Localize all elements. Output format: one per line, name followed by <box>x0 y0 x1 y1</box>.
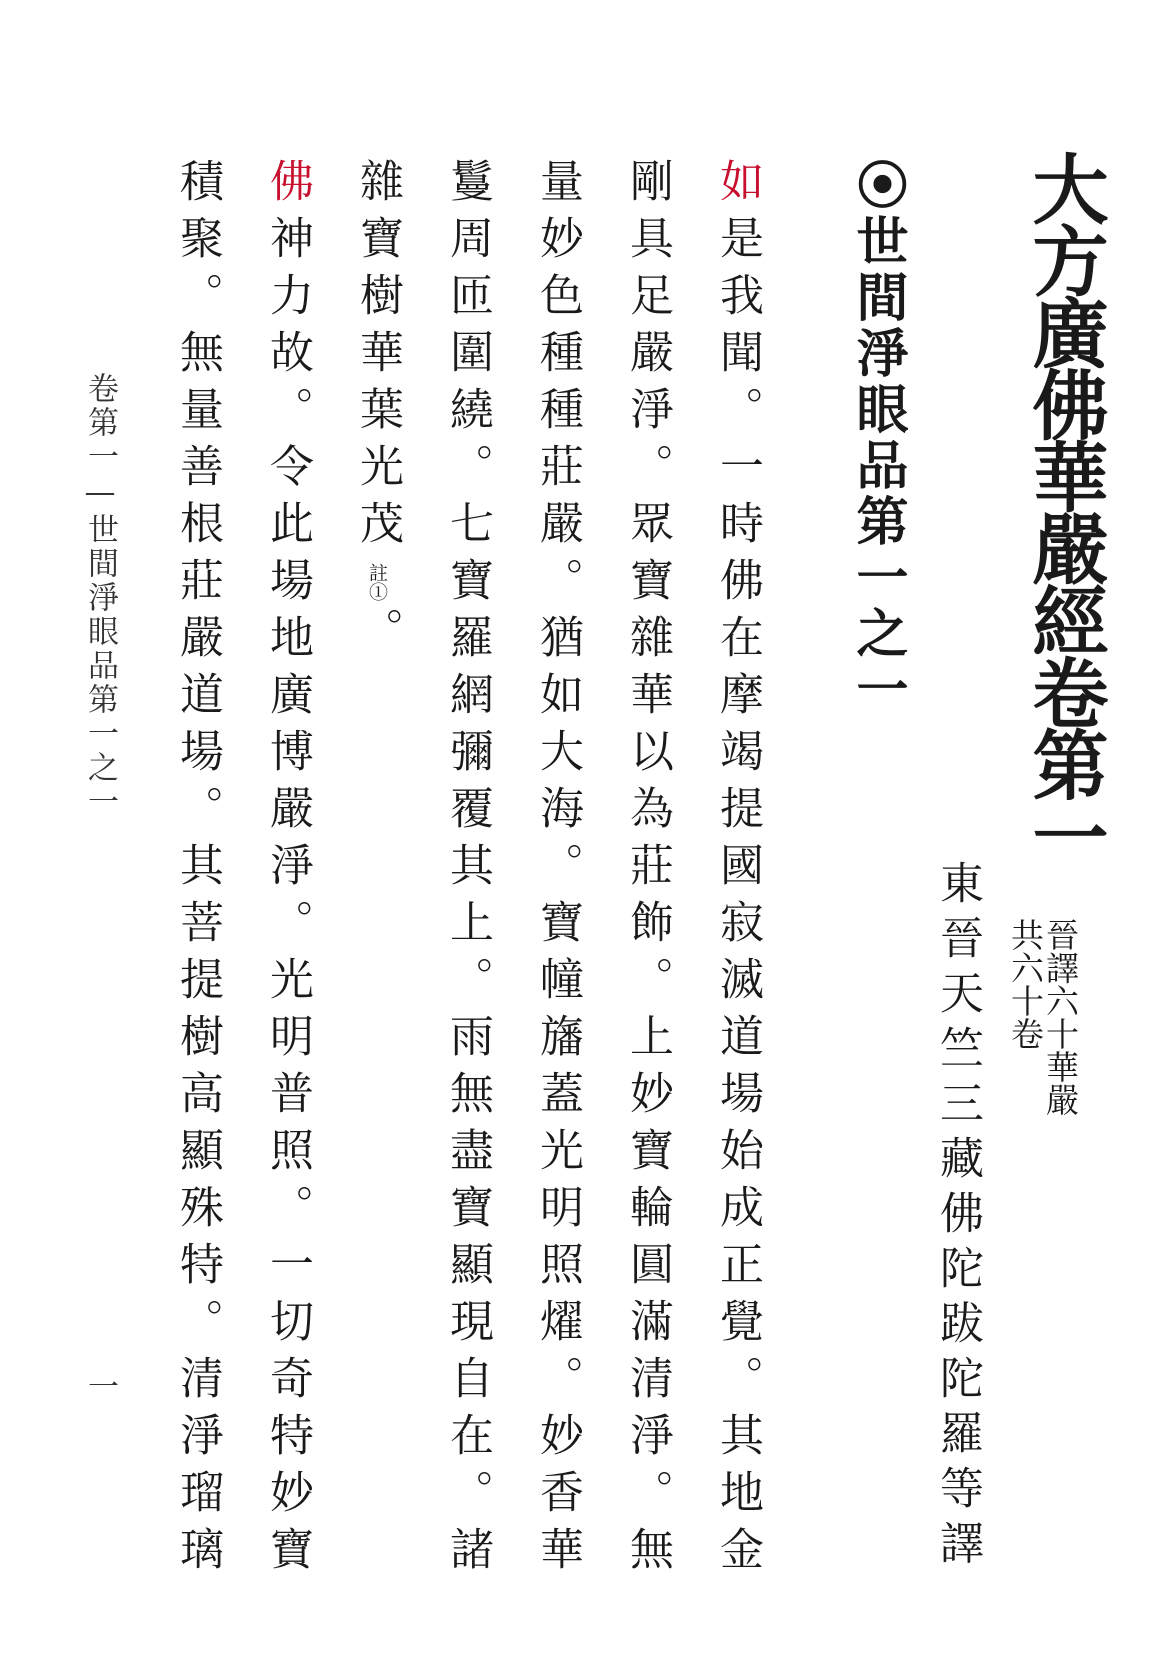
body-text: 雜寶樹華葉光茂 <box>352 158 403 557</box>
red-initial: 如 <box>712 158 763 215</box>
chapter-heading: ⦿世間淨眼品第一之一 <box>847 158 908 718</box>
body-line-2 <box>615 158 679 1583</box>
red-initial: 佛 <box>262 158 313 215</box>
body-text: 是我聞。一時佛在摩竭提國寂滅道場始成正覺。其地金 <box>712 215 763 1583</box>
sutra-title: 大方廣佛華嚴經卷第一 <box>1020 150 1109 870</box>
body-line-6 <box>255 158 319 1583</box>
body-text: 神力故。令此場地廣博嚴淨。光明普照。一切奇特妙寶 <box>262 215 313 1583</box>
body-text: 量妙色種種莊嚴。猶如大海。寶幢旛蓋光明照燿。妙香華 <box>532 158 583 1583</box>
body-text: 積聚。無量善根莊嚴道場。其菩提樹高顯殊特。清淨瑠璃 <box>172 158 223 1583</box>
page-number: 一 <box>82 1370 118 1401</box>
running-footer: 卷第一—世間淨眼品第一之一 <box>82 372 118 819</box>
translator-line: 東晉天竺三藏佛陀跋陀羅等譯 <box>932 860 983 1575</box>
body-line-1 <box>705 158 769 1583</box>
edition-note <box>1008 918 1078 1116</box>
edition-note-line-1: 晉譯六十華嚴 <box>1041 918 1080 1116</box>
footnote-marker[interactable]: 註① <box>366 563 388 601</box>
body-text-tail: 。 <box>352 607 403 664</box>
body-line-4 <box>435 158 499 1583</box>
edition-note-line-2: 共六十卷 <box>1006 918 1045 1050</box>
body-line-5 <box>345 158 409 664</box>
body-text: 鬘周匝圍繞。七寶羅網彌覆其上。雨無盡寶顯現自在。諸 <box>442 158 493 1583</box>
body-text: 剛具足嚴淨。眾寶雜華以為莊飾。上妙寶輪圓滿清淨。無 <box>622 158 673 1583</box>
body-line-3 <box>525 158 589 1583</box>
body-line-7 <box>165 158 229 1583</box>
